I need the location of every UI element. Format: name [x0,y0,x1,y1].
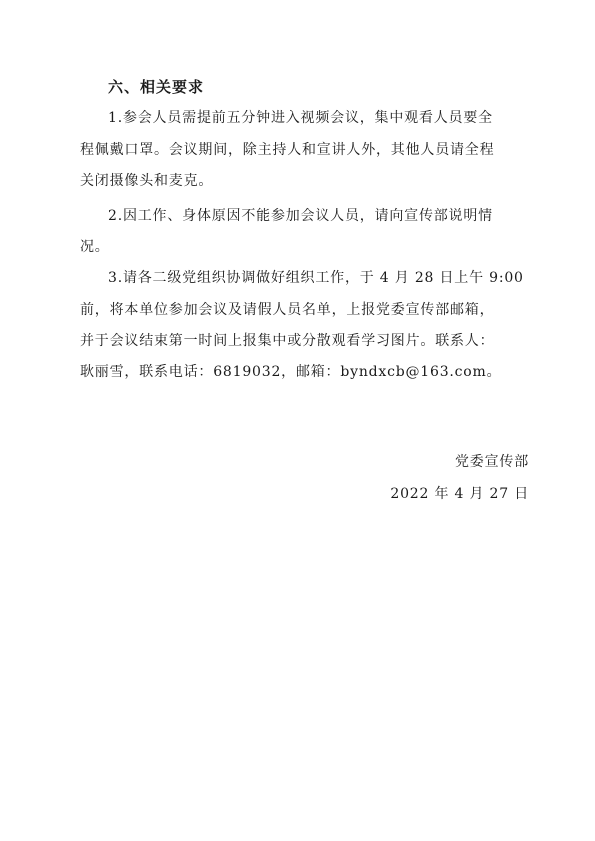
paragraph-3-line-4: 耿丽雪，联系电话：6819032，邮箱：byndxcb@163.com。 [80,364,502,380]
signature-date: 2022 年 4 月 27 日 [390,486,529,502]
paragraph-2-line-1: 2.因工作、身体原因不能参加会议人员，请向宣传部说明情 [108,208,493,224]
paragraph-1-line-2: 程佩戴口罩。会议期间，除主持人和宣讲人外，其他人员请全程 [80,142,495,158]
section-heading: 六、相关要求 [108,78,205,96]
signature-organization: 党委宣传部 [455,454,529,470]
paragraph-3-line-2: 前，将本单位参加会议及请假人员名单，上报党委宣传部邮箱， [80,302,495,318]
paragraph-2-line-2: 况。 [80,239,110,255]
paragraph-1-line-3: 关闭摄像头和麦克。 [80,173,214,189]
paragraph-3-line-3: 并于会议结束第一时间上报集中或分散观看学习图片。联系人： [80,333,495,349]
paragraph-3-line-1: 3.请各二级党组织协调做好组织工作，于 4 月 28 日上午 9:00 [108,270,524,286]
paragraph-1-line-1: 1.参会人员需提前五分钟进入视频会议，集中观看人员要全 [108,110,493,126]
signature-block [390,452,529,504]
